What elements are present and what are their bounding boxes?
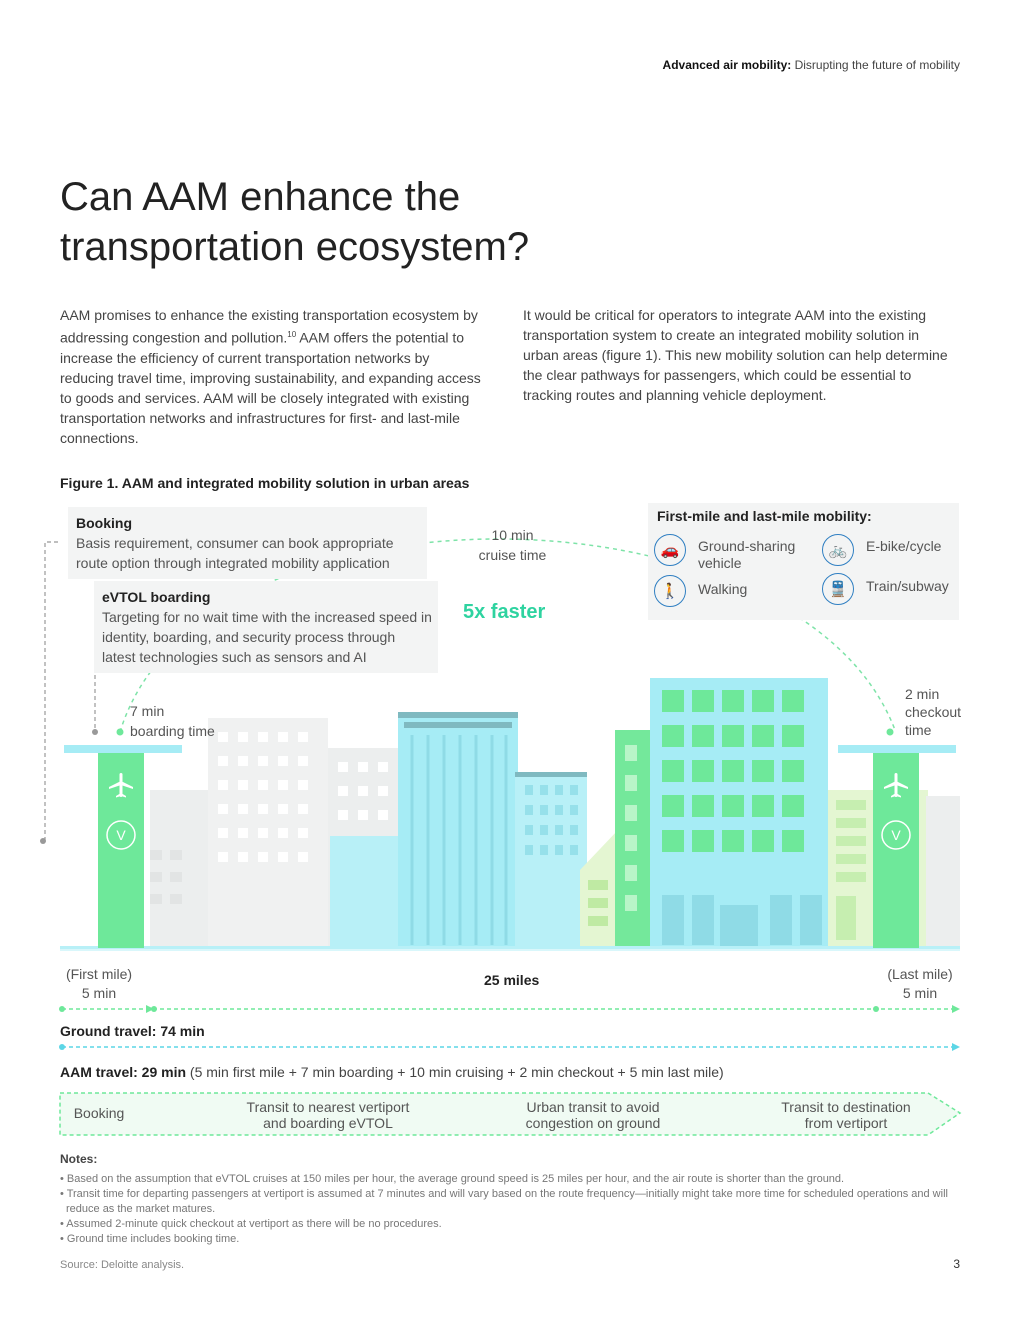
first-mile-caption: (First mile) (65, 966, 133, 982)
booking-callout (68, 507, 427, 579)
note-item: • Assumed 2-minute quick checkout at vertiport as there will be no procedures. (60, 1218, 442, 1230)
mobility-item-walking (654, 575, 747, 607)
aam-travel-breakdown: (5 min first mile + 7 min boarding + 10 min cruising + 2 min checkout + 5 min last mile) (186, 1064, 724, 1080)
note-item: • Ground time includes booking time. (60, 1233, 240, 1245)
step-transit-destination (764, 1099, 928, 1131)
mobility-item-car (654, 534, 804, 572)
checkout-time-label (905, 685, 961, 739)
first-last-mile-box (648, 503, 959, 620)
step-2-line-2: and boarding eVTOL (263, 1115, 393, 1131)
step-3-line-1: Urban transit to avoid (526, 1099, 660, 1115)
car-label-2: vehicle (698, 555, 742, 571)
mobility-item-train (822, 573, 949, 605)
step-2-line-1: Transit to nearest vertiport (246, 1099, 410, 1115)
car-label-1: Ground-sharing (698, 538, 796, 554)
running-header (663, 58, 960, 72)
train-label: Train/subway (866, 578, 949, 594)
running-header-bold: Advanced air mobility: (662, 58, 792, 72)
cruise-caption: cruise time (478, 547, 547, 563)
figure-notes (60, 1152, 960, 1247)
mobility-item-car-label (698, 534, 795, 572)
notes-heading: Notes: (60, 1152, 98, 1166)
boarding-time-label (130, 701, 215, 741)
intro-left-pre: AAM promises to enhance the existing transportation ecosystem by addressing congestion and pollution. (60, 307, 478, 346)
boarding-caption: boarding time (130, 723, 215, 739)
footnote-ref: 10 (287, 330, 297, 339)
mobility-heading: First-mile and last-mile mobility: (657, 508, 872, 524)
cruise-minutes: 10 min (491, 527, 534, 543)
faster-label: 5x faster (463, 601, 546, 623)
checkout-caption-2: time (905, 722, 932, 738)
checkout-minutes: 2 min (905, 686, 940, 702)
aam-travel-bold: AAM travel: 29 min (60, 1064, 187, 1080)
note-item: • Based on the assumption that eVTOL cruises at 150 miles per hour, the average ground speed is 25 miles per hour, and the air route is shorter than the ground. (60, 1173, 845, 1185)
booking-bracket (45, 542, 58, 840)
page-number: 3 (953, 1257, 960, 1271)
booking-text: Basis requirement, consumer can book appropriate route option through integrated mobility application (76, 535, 394, 571)
car-icon: 🚗 (654, 534, 686, 566)
last-mile-caption: (Last mile) (887, 966, 953, 982)
bike-icon: 🚲 (822, 534, 854, 566)
boarding-minutes: 7 min (130, 703, 165, 719)
last-mile-label (880, 965, 960, 1003)
step-transit-vertiport (220, 1099, 436, 1131)
evtol-boarding-callout (94, 581, 438, 673)
distance-label: 25 miles (484, 972, 540, 988)
checkout-caption: checkout (905, 704, 962, 720)
booking-heading: Booking (76, 515, 132, 531)
intro-right-paragraph: It would be critical for operators to integrate AAM into the existing transportation system to create an integrated mobility solution in urban areas (figure 1). This new mobility solution can help determine the clear pathways for passengers, which could be essential to tracking routes and planning vehicle deployment. (523, 307, 948, 403)
evtol-heading: eVTOL boarding (102, 589, 211, 605)
step-3-line-2: congestion on ground (525, 1115, 661, 1131)
last-mile-minutes: 5 min (902, 985, 938, 1001)
ground-travel-label: Ground travel: 74 min (60, 1023, 205, 1039)
cruise-time-label (460, 525, 565, 565)
mobility-item-bike (822, 534, 941, 566)
first-mile-label (60, 965, 138, 1003)
running-header-rest: Disrupting the future of mobility (791, 58, 960, 72)
vertiport-left-glyph: V (116, 827, 126, 843)
walking-label: Walking (698, 581, 748, 597)
step-4-line-1: Transit to destination (781, 1099, 911, 1115)
evtol-text: Targeting for no wait time with the increased speed in identity, boarding, and security process through latest technologies such as sensors and AI (102, 609, 432, 665)
walking-icon: 🚶 (654, 575, 686, 607)
step-4-line-2: from vertiport (804, 1115, 888, 1131)
source-line: Source: Deloitte analysis. (60, 1259, 185, 1271)
note-item: • Transit time for departing passengers at vertiport is assumed at 7 minutes and will vary based on the route frequency—initially might take more time for scheduled operations and will reduce as the market matures. (60, 1188, 948, 1215)
bike-label: E-bike/cycle (866, 538, 942, 554)
vertiport-right-glyph: V (891, 827, 901, 843)
first-mile-minutes: 5 min (81, 985, 117, 1001)
figure-title: Figure 1. AAM and integrated mobility solution in urban areas (60, 475, 470, 491)
intro-left-post: AAM offers the potential to increase the efficiency of current transportation networks by reducing travel time, improving sustainability, and expanding access to goods and services. AAM will be closely integrated with existing transportation networks and infrastructures for first- and last-mile connections. (60, 329, 481, 446)
intro-left-paragraph (60, 305, 485, 448)
page-title: Can AAM enhance the transportation ecosystem? (60, 175, 530, 269)
step-booking: Booking (73, 1105, 125, 1121)
aam-travel-label (60, 1064, 724, 1080)
step-urban-transit (500, 1099, 686, 1131)
train-icon: 🚆 (822, 573, 854, 605)
